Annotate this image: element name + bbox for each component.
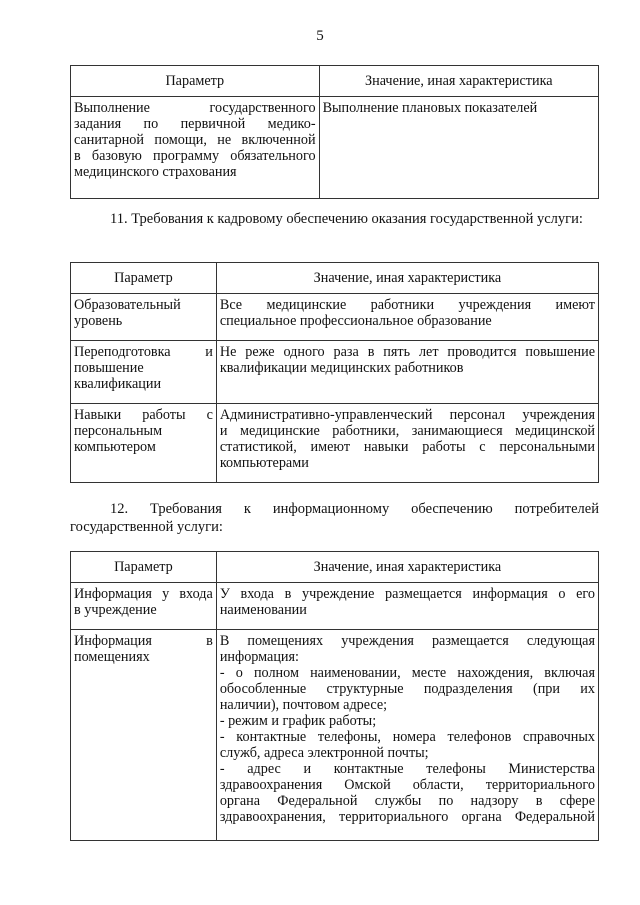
cell-line: Административно-управленческий персонал учреждения <box>219 407 595 423</box>
cell-line: У входа в учреждение размещается информация о его <box>219 586 595 602</box>
cell-line: Выполнение плановых показателей <box>322 100 538 116</box>
param-cell <box>71 630 217 841</box>
cell-line: санитарной помощи, не включенной <box>74 132 316 148</box>
cell-line: в базовую программу обязательного <box>74 148 316 164</box>
table-header-row <box>71 552 599 583</box>
cell-line: здравоохранения Омской области, территориального <box>219 777 595 793</box>
page-number: 5 <box>316 28 324 44</box>
cell-line: в учреждение <box>74 602 157 618</box>
table-row <box>71 404 599 483</box>
cell-line: служб, адреса электронной почты; <box>219 745 429 761</box>
cell-line: Не реже одного раза в пять лет проводится повышение <box>219 344 595 360</box>
cell-line: Образовательный <box>74 297 181 313</box>
table-header-row <box>71 263 599 294</box>
value-cell <box>216 630 598 841</box>
table-staffing <box>70 262 599 483</box>
cell-line: и медицинские работники, занимающиеся медицинской <box>219 423 595 439</box>
value-cell <box>216 404 598 483</box>
param-cell <box>71 97 320 199</box>
param-cell <box>71 404 217 483</box>
cell-line: персональным <box>74 423 163 439</box>
cell-line: информация: <box>219 649 299 665</box>
header-parameter: Параметр <box>71 552 217 583</box>
cell-line: - режим и график работы; <box>219 713 377 729</box>
section-12-heading: 12. Требования к информационному обеспечению потребителей государственной услуги: <box>70 501 599 535</box>
cell-line: повышение <box>74 360 144 376</box>
section-11-heading: 11. Требования к кадровому обеспечению оказания государственной услуги: <box>110 211 583 227</box>
table-header-row <box>71 66 599 97</box>
header-value: Значение, иная характеристика <box>216 552 598 583</box>
param-cell <box>71 294 217 341</box>
cell-line: компьютерами <box>219 455 309 471</box>
header-parameter: Параметр <box>71 66 320 97</box>
table-row <box>71 341 599 404</box>
cell-line: компьютером <box>74 439 156 455</box>
header-parameter: Параметр <box>71 263 217 294</box>
cell-line: Информация у входа <box>74 586 213 602</box>
header-value: Значение, иная характеристика <box>319 66 598 97</box>
cell-line: Все медицинские работники учреждения имеют <box>219 297 595 313</box>
table-state-task <box>70 65 599 199</box>
value-cell <box>216 583 598 630</box>
cell-line: помещениях <box>74 649 150 665</box>
value-cell <box>216 294 598 341</box>
cell-line: - о полном наименовании, месте нахождения, включая <box>219 665 595 681</box>
cell-line: Выполнение государственного <box>74 100 316 116</box>
table-row <box>71 294 599 341</box>
table-row <box>71 583 599 630</box>
cell-line: Переподготовка и <box>74 344 213 360</box>
cell-line: уровень <box>74 313 123 329</box>
cell-line: статистикой, имеют навыки работы с персональными <box>219 439 595 455</box>
header-value: Значение, иная характеристика <box>216 263 598 294</box>
value-cell <box>216 341 598 404</box>
table-row <box>71 630 599 841</box>
param-cell <box>71 341 217 404</box>
cell-line: В помещениях учреждения размещается следующая <box>219 633 595 649</box>
cell-line: органа Федеральной службы по надзору в сфере <box>219 793 595 809</box>
cell-line: задания по первичной медико- <box>74 116 316 132</box>
cell-line: Информация в <box>74 633 213 649</box>
cell-line: квалификации <box>74 376 162 392</box>
cell-line: наименовании <box>219 602 307 618</box>
cell-line: - адрес и контактные телефоны Министерства <box>219 761 595 777</box>
cell-line: медицинского страхования <box>74 164 237 180</box>
cell-line: наличии), почтовом адресе; <box>219 697 388 713</box>
cell-line: Навыки работы с <box>74 407 213 423</box>
cell-line: квалификации медицинских работников <box>219 360 464 376</box>
cell-line: - контактные телефоны, номера телефонов справочных <box>219 729 595 745</box>
table-row <box>71 97 599 199</box>
cell-line: специальное профессиональное образование <box>219 313 492 329</box>
table-information <box>70 551 599 841</box>
param-cell <box>71 583 217 630</box>
cell-line: здравоохранения, территориального органа Федеральной <box>219 809 595 825</box>
cell-line: обособленные структурные подразделения (при их <box>219 681 595 697</box>
value-cell <box>319 97 598 199</box>
